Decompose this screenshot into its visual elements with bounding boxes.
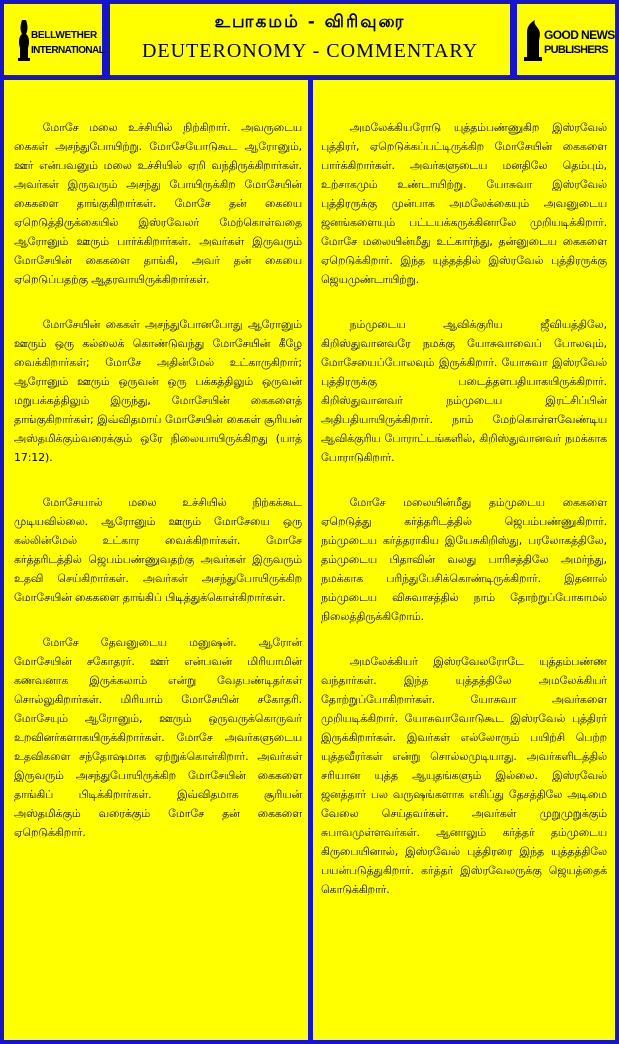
paragraph: மோசே மலையின்மீது தம்முடைய கைகளை ஏறெடுத்து கர்த்தரிடத்தில் ஜெபம்பண்ணுகிறார். நம்முடைய கர்த்தராகிய இயேசுகிறிஸ்து, பரலோகத்திலே, தம்முடைய பிதாவின் வலது பாரிசத்திலே அமர்ந்து, நமக்காக பரிந்துபேசிக்கொண்டிருக்கிறார். இதனால் நம்முடைய விசுவாசத்தில் நாம் தோற்றுப்போகாமல் நிலைத்திருக்கிறோம். — [321, 496, 607, 623]
paragraph: அமலேக்கியர் இஸ்ரவேலரோடே யுத்தம்பண்ண வந்தார்கள். இந்த யுத்தத்திலே அமலேக்கியர் தோற்றுப்போகிறார்கள். யோசுவா அவர்களை முறியடிக்கிறார். யோசுவாவோடுகூட இஸ்ரவேல் புத்திரர் இருக்கிறார்கள். இவர்கள் எல்லோரும் பயிற்சி பெற்ற யுத்தவீரர்கள் என்று சொல்லமுடியாது. அவர்களிடத்தில் சரியான யுத்த ஆயுதங்களும் இல்லை. இஸ்ரவேல் ஜனத்தார் பல வருஷங்களாக எகிப்து தேசத்திலே அடிமை வேலை செய்தவர்கள். அவர்கள் முறுமுறுக்கும் சுபாவமுள்ளவர்கள். ஆனாலும் கர்த்தர் தம்முடைய கிருபையினால், இஸ்ரவேல் புத்திரரை இந்த யுத்தத்திலே பயன்படுத்துகிறார். கர்த்தர் இஸ்ரவேலருக்கு ஜெயத்தைக் கொடுக்கிறார். — [321, 655, 607, 896]
bellwether-mark-icon — [16, 18, 32, 62]
header-right-panel — [517, 4, 615, 75]
page-title-tamil: உபாகமம் - விரிவுரை — [214, 12, 406, 32]
right-text-column — [313, 80, 615, 1040]
good-news-logo — [523, 16, 613, 64]
good-news-logo-line2: PUBLISHERS — [544, 44, 608, 56]
page-title-english: DEUTERONOMY - COMMENTARY — [141, 40, 479, 62]
bellwether-logo-line2: INTERNATIONAL — [31, 45, 105, 56]
bellwether-logo-line1: BELLWETHER — [31, 30, 97, 41]
paragraph: மோசேயால் மலை உச்சியில் நிற்கக்கூட முடியவில்லை. ஆரோனும் ஊரும் மோசேயை ஒரு கல்லின்மேல் உட்கார வைக்கிறார்கள். மோசே கர்த்தரிடத்தில் ஜெபம்பண்ணுவதற்கு அவர்கள் இருவரும் உதவி செய்கிறார்கள். அவர்கள் அசந்துபோயிருக்கிற மோசேயின் கைகளை தாங்கிப் பிடித்துக்கொள்கிறார்கள். — [14, 496, 302, 604]
paragraph: மோசே தேவனுடைய மனுஷன். ஆரோன் மோசேயின் சகோதரர். ஊர் என்பவன் மிரியாமின் கணவனாக இருக்கலாம் என்று வேதபண்டிதர்கள் சொல்லுகிறார்கள். மிரியாம் மோசேயின் சகோதரி. மோசேயும் ஆரோனும், ஊரும் ஒருவருக்கொருவர் உறவினர்களாகயிருக்கிறார்கள். மோசே அவர்களுடைய உதவிகளை சந்தோஷமாக ஏற்றுக்கொள்கிறார். அவர்கள் இருவரும் அசந்துபோயிருக்கிற மோசேயின் கைகளை தாங்கிப் பிடிக்கிறார்கள். இவ்விதமாக சூரியன் அஸ்தமிக்கும் வரைக்கும் மோசே தன் கைகளை ஏறெடுக்கிறார். — [14, 636, 302, 839]
good-news-mark-icon — [523, 18, 543, 62]
paragraph: நம்முடைய ஆவிக்குரிய ஜீவியத்திலே, கிறிஸ்துவானவரே நமக்கு யோசுவாவைப் போலவும், மோசேயைப்போலவும் இருக்கிறார். யோசுவா இஸ்ரவேல் புத்திரருக்கு படைத்தளபதியாகயிருக்கிறார். கிறிஸ்துவானவர் நம்முடைய இரட்சிப்பின் அதிபதியாயிருக்கிறார். நாம் மேற்கொள்ளவேண்டிய ஆவிக்குரிய போராட்டங்களில், கிறிஸ்துவானவர் நமக்காக போராடுகிறார். — [321, 318, 607, 464]
header-title-panel — [110, 4, 510, 75]
left-text-column — [4, 80, 308, 1040]
paragraph: அமலேக்கியரோடு யுத்தம்பண்ணுகிற இஸ்ரவேல் புத்திரர், ஏறெடுக்கப்பட்டிருக்கிற மோசேயின் கைகளை பார்க்கிறார்கள். அவர்களுடைய மனதிலே தெம்பும், உற்சாகமும் உண்டாயிற்று. யோசுவா இஸ்ரவேல் புத்திரருக்கு முன்பாக அமலேக்கையும் அவனுடைய ஜனங்களையும் பட்டயக்கருக்கினாலே முறியடிக்கிறார். மோசே மலையின்மீது உட்கார்ந்து, தன்னுடைய கைகளை ஏறெடுக்கிறார். இந்த யுத்தத்தில் இஸ்ரவேல் புத்திரருக்கு ஜெயமுண்டாயிற்று. — [321, 121, 607, 286]
bellwether-logo — [14, 16, 105, 64]
good-news-logo-line1: GOOD NEWS — [544, 28, 615, 42]
header-left-panel — [4, 4, 105, 75]
paragraph: மோசேயின் கைகள் அசந்துபோனபோது ஆரோனும் ஊரும் ஒரு கல்லைக் கொண்டுவந்து மோசேயின் கீழே வைக்கிறார்கள்; மோசே அதின்மேல் உட்காருகிறார்; ஆரோனும் ஊரும் ஒருவன் ஒரு பக்கத்திலும் ஒருவன் மறுபக்கத்திலும் இருந்து, மோசேயின் கைகளைத் தாங்குகிறார்கள்; இவ்விதமாய் மோசேயின் கைகள் சூரியன் அஸ்தமிக்கும்வரைக்கும் ஒரே நிலையாயிருக்கிறது (யாத் 17:12). — [14, 318, 302, 464]
paragraph: மோசே மலை உச்சியில் நிற்கிறார். அவருடைய கைகள் அசந்துபோயிற்று. மோசேயோடுகூட ஆரோனும், ஊர் என்பவனும் மலை உச்சியில் ஏறி வந்திருக்கிறார்கள். அவர்கள் இருவரும் அசந்து போயிருக்கிற மோசேயின் கைகளை தாங்குகிறார்கள். மோசே தன் கையை ஏறெடுத்திருக்கையில் இஸ்ரவேலர் மேற்கொள்வதை ஆரோனும் ஊரும் பார்க்கிறார்கள். அவர்கள் இருவரும் மோசேயின் கைகளை தாங்கி, அவர் தன் கையை ஏறெடுப்பதற்கு ஆதரவாயிருக்கிறார்கள். — [14, 121, 302, 286]
